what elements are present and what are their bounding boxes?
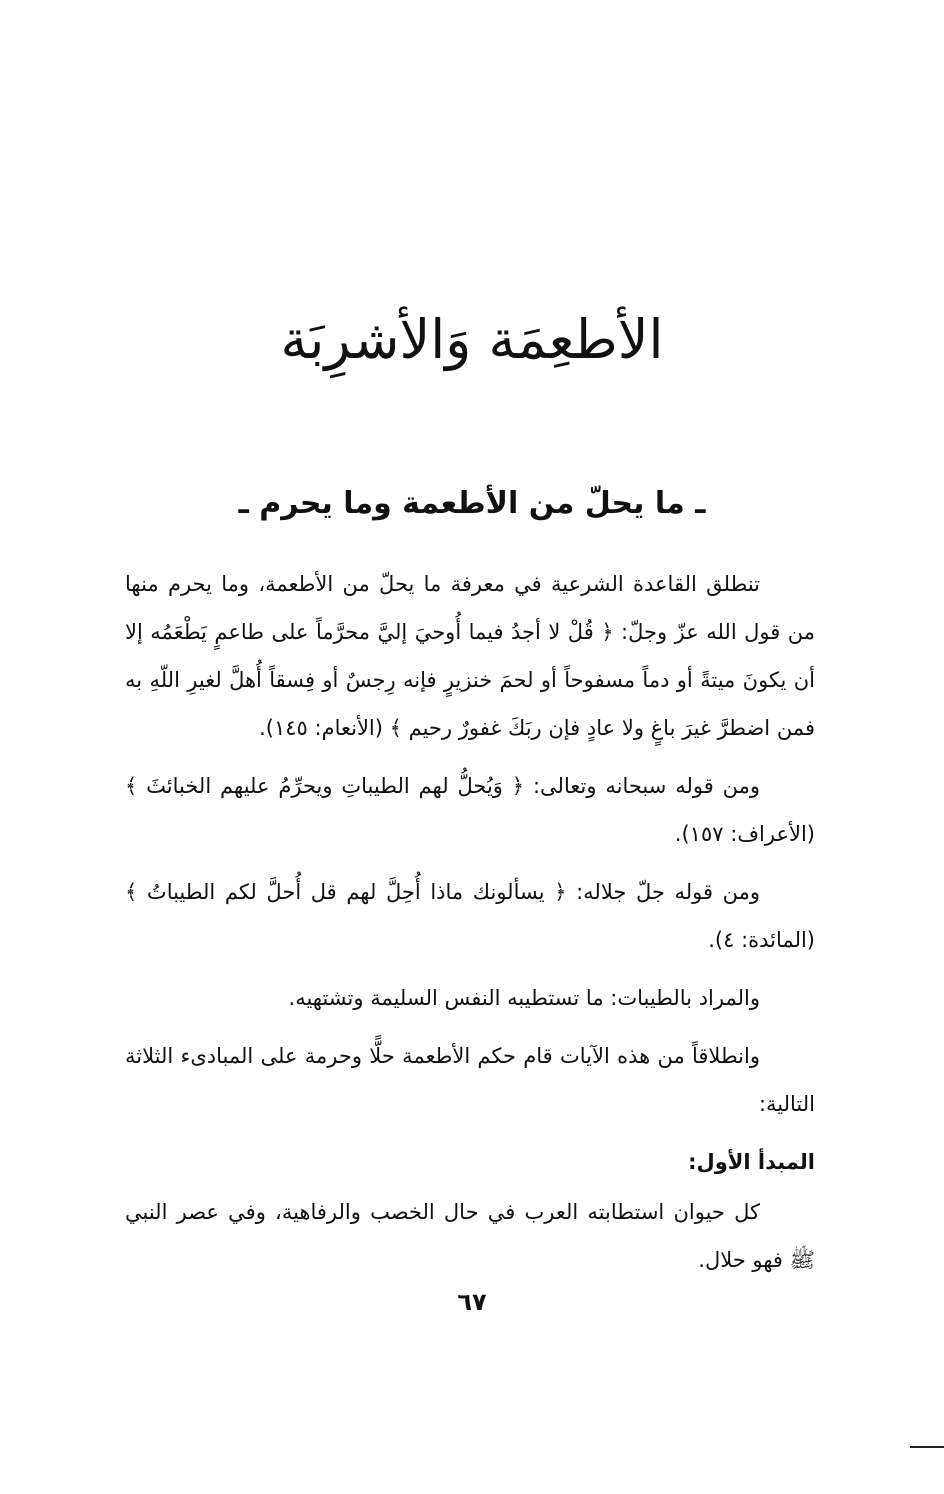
principle-text: كل حيوان استطابته العرب في حال الخصب والرفاهية، وفي عصر النبي ﷺ فهو حلال. [125,1200,815,1272]
body-text [125,560,815,1294]
paragraph-quran-araf: ومن قوله سبحانه وتعالى: ﴿ وَيُحلُّ لهم الطيباتِ ويحرِّمُ عليهم الخبائثَ ﴾ (الأعراف: ١٥٧). [125,774,815,846]
paragraph-principles-intro: وانطلاقاً من هذه الآيات قام حكم الأطعمة حلًّا وحرمة على المبادىء الثلاثة التالية: [125,1044,815,1116]
page-edge-mark [910,1446,944,1448]
chapter-title: الأطعِمَة وَالأشرِبَة [280,308,664,371]
page-number: ٦٧ [457,1288,487,1316]
section-heading: ـ ما يحلّ من الأطعمة وما يحرم ـ [238,486,706,521]
principle-label: المبدأ الأول: [688,1150,815,1174]
paragraph-quran-maidah: ومن قوله جلّ جلاله: ﴿ يسألونك ماذا أُحِلَّ لهم قل أُحلَّ لكم الطيباتُ ﴾ (المائدة: ٤). [125,880,815,952]
paragraph-quran-anam: تنطلق القاعدة الشرعية في معرفة ما يحلّ من الأطعمة، وما يحرم منها من قول الله عزّ وجلّ: ﴿ قُلْ لا أجدُ فيما أُوحيَ إليَّ محرَّماً على طاعمٍ يَطْعَمُه إلا أن يكونَ ميتةً أو دماً مسفوحاً أو لحمَ خنزيرٍ فإنه رِجسٌ أو فِسقاً أُهلَّ لغيرِ اللّهِ به فمن اضطرَّ غيرَ باغٍ ولا عادٍ فإن ربَكَ غفورٌ رحيم ﴾ (الأنعام: ١٤٥). [125,572,815,740]
paragraph-definition: والمراد بالطيبات: ما تستطيبه النفس السليمة وتشتهيه. [288,986,760,1010]
